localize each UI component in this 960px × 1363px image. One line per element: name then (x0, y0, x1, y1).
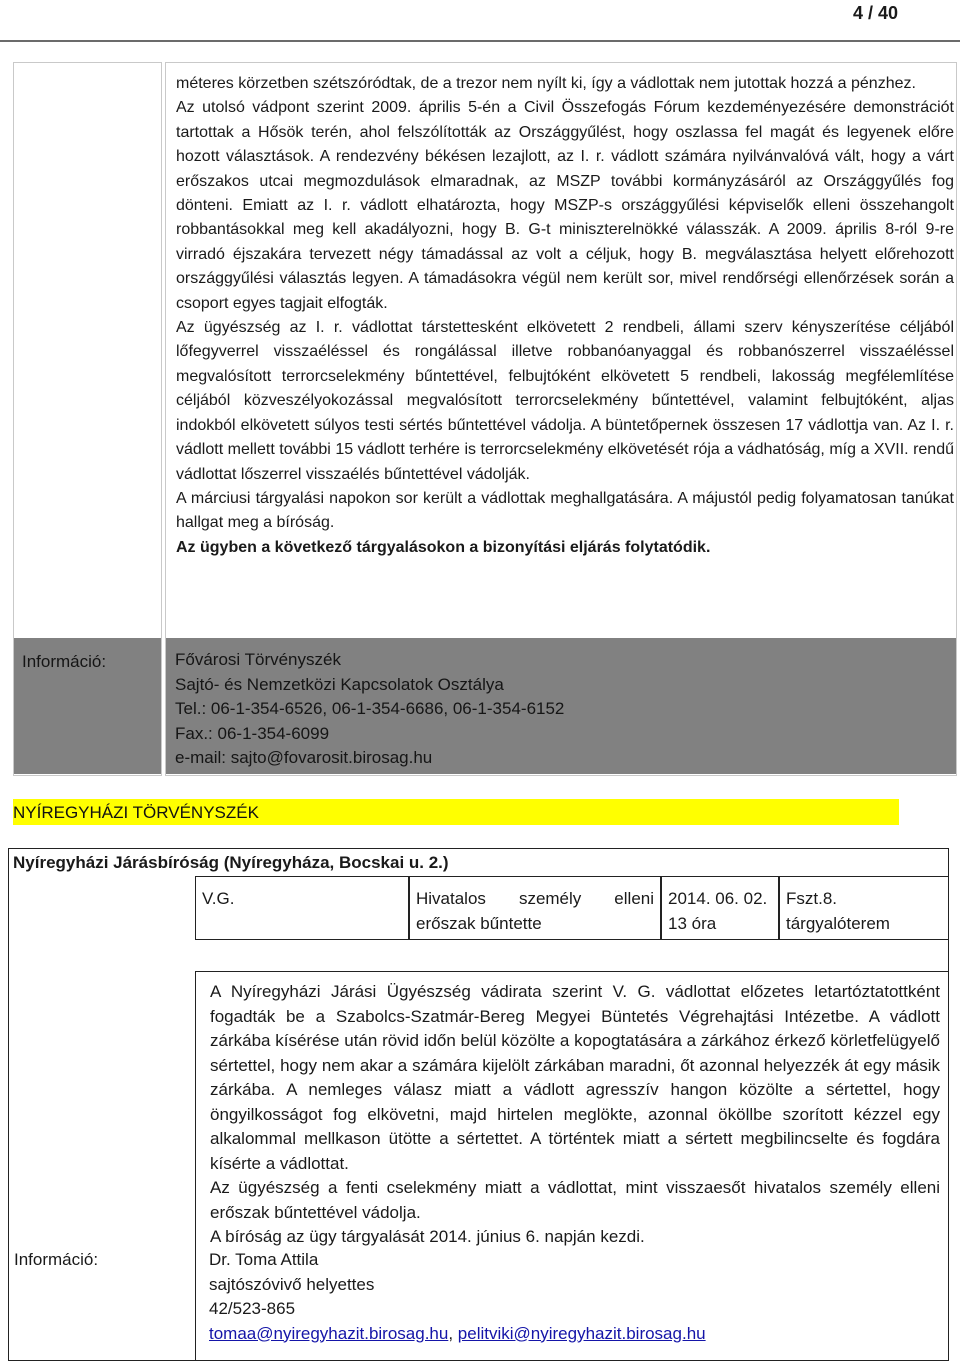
case-paragraph: Az ügyészség az I. r. vádlottat társtettesként elkövetett 2 rendbeli, állami szerv kényszerítése céljából lőfegyverrel visszaéléssel és rongálással illetve robbanóanyaggal és robbanószerrel visszaéléssel megvalósított terrorcselekmény bűntettével, felbujtóként elkövetett 5 rendbeli, lakosság megfélemlítése céljából közveszélyokozással megvalósított terrorcselekmény bűntettével, valamint felbujtóként, aljas indokból elkövetett súlyos testi sértés bűntettével vádolja. A büntetőpernek összesen 17 vádlottja van. Az I. r. vádlott mellett további 15 vádlott terhére is terrorcselekmény elkövetését rója a vádhatóság, míg a XVII. rendű vádlottat lőszerrel visszaélés bűntettével vádolják. (176, 319, 954, 483)
hearing-time: 13 óra (668, 913, 717, 933)
hearing-note: Az ügyben a következő tárgyalásokon a bizonyítási eljárás folytatódik. (176, 538, 711, 556)
case-court-title-text: Nyíregyházi Járásbíróság (Nyíregyháza, Bocskai u. 2.) (13, 853, 449, 872)
case-description (176, 72, 954, 560)
contact-fax: Fax.: 06-1-354-6099 (175, 723, 330, 743)
contact-court: Fővárosi Törvényszék (175, 650, 341, 669)
contact-emails (209, 1322, 706, 1347)
case-paragraph: A márciusi tárgyalási napokon sor került a vádlottak meghallgatására. A májustól pedig folyamatosan tanúkat hallgat meg a bíróság. (176, 489, 954, 532)
court-banner (13, 799, 899, 825)
header-divider (0, 40, 960, 42)
email-separator: , (448, 1323, 458, 1343)
page-number: 4 / 40 (852, 3, 898, 23)
contact-role: sajtószóvivő helyettes (209, 1274, 375, 1294)
courtroom-label: tárgyalóterem (786, 913, 890, 933)
contact-name: Dr. Toma Attila (209, 1250, 319, 1269)
case-paragraph: Az ügyészség a fenti cselekmény miatt a vádlottat, mint visszaesőt hivatalos személy elleni erőszak bűntettével vádolja. (210, 1178, 940, 1222)
press-contact (175, 648, 564, 771)
case-paragraph: A Nyíregyházi Járási Ügyészség vádirata szerint V. G. vádlottat előzetes letartóztatottként fogadták be a Szabolcs-Szatmár-Bereg Megyei Büntetés Végrehajtási Intézetbe. A vádlott zárkába kísérése után rövid időn belül közölte a kopogtatására a zárkához érkező körletfelügyelő sértettel, hogy nem akar a számára kijelölt zárkában maradni, őt azonnal helyezzék át egy másik zárkába. A nemleges válasz miatt a vádlott agresszív hangon közölte a sértettel, hogy öngyilkosságot fog elkövetni, majd hirtelen meglökte, azonnal ököllbe szorított kézzel egy alkalommal mellkason ütötte a sértettet. A történtek miatt a sértett megbilincselte és fogdára kísérte a vádlottat. (210, 982, 940, 1173)
hearing-date: 2014. 06. 02. (668, 889, 768, 908)
email-link[interactable]: tomaa@nyiregyhazit.birosag.hu (209, 1323, 449, 1343)
case-paragraph: méteres körzetben szétszóródtak, de a trezor nem nyílt ki, így a vádlottak nem jutottak hozzá a pénzhez. (176, 75, 916, 92)
email-link[interactable]: pelitviki@nyiregyhazit.birosag.hu (457, 1323, 706, 1343)
charge-cell (409, 876, 661, 940)
court-name: NYÍREGYHÁZI TÖRVÉNYSZÉK (13, 803, 259, 822)
case-summary-row (195, 876, 949, 940)
defendant-initials: V.G. (195, 876, 409, 940)
info-label-cell (14, 638, 161, 774)
hearing-date-cell (661, 876, 779, 940)
case-table (8, 848, 949, 1361)
courtroom-cell (779, 876, 949, 940)
continued-case-table (13, 62, 957, 776)
contact-email: e-mail: sajto@fovarosit.birosag.hu (175, 748, 433, 767)
case-court-title (8, 848, 949, 876)
charge-line: erőszak bűntette (416, 913, 542, 933)
case-paragraph: A bíróság az ügy tárgyalását 2014. június 6. napján kezdi. (210, 1227, 645, 1246)
charge-line: Hivatalos személy elleni (416, 889, 654, 908)
press-contact (209, 1248, 706, 1346)
contact-phone: Tel.: 06-1-354-6526, 06-1-354-6686, 06-1-354-6152 (175, 699, 565, 718)
case-paragraph: Az utolsó vádpont szerint 2009. április 5-én a Civil Összefogás Fórum kezdeményezésére demonstrációt tartottak a Hősök terén, ahol felszólították az Országgyűlést, hogy oszlassa fel magát és legyenek előre hozott választások. A rendezvény békésen lezajlott, az I. r. vádlott számára nyilvánvalóvá vált, hogy a várt erőszakos utcai megmozdulások elmaradnak, az MSZP további kormányzásáról az Országgyűlés fog dönteni. Emiatt az I. r. vádlott elhatározta, hogy MSZP-s országgyűlési képviselők elleni összehangolt robbantásokkal meg kell akadályozni, hogy B. G-t miniszterelnökké válasszák. A 2009. április 8-ról 9-re virradó éjszakára tervezett négy támadással az volt a céljuk, hogy B. megválasztása helyett előrehozott országgyűlési választás legyen. A támadásokra végül nem került sor, mivel rendőrségi ellenőrzések során a csoport egyes tagjait elfogták. (176, 99, 954, 312)
table-border (8, 876, 9, 1361)
info-label: Információ: (14, 1250, 99, 1269)
courtroom-floor: Fszt.8. (786, 889, 838, 908)
contact-department: Sajtó- és Nemzetközi Kapcsolatok Osztálya (175, 674, 504, 694)
case-body-text (210, 980, 940, 1250)
contact-phone: 42/523-865 (209, 1299, 296, 1318)
info-label: Információ: (22, 652, 107, 671)
info-band (13, 638, 957, 774)
info-contact-cell (166, 638, 956, 774)
